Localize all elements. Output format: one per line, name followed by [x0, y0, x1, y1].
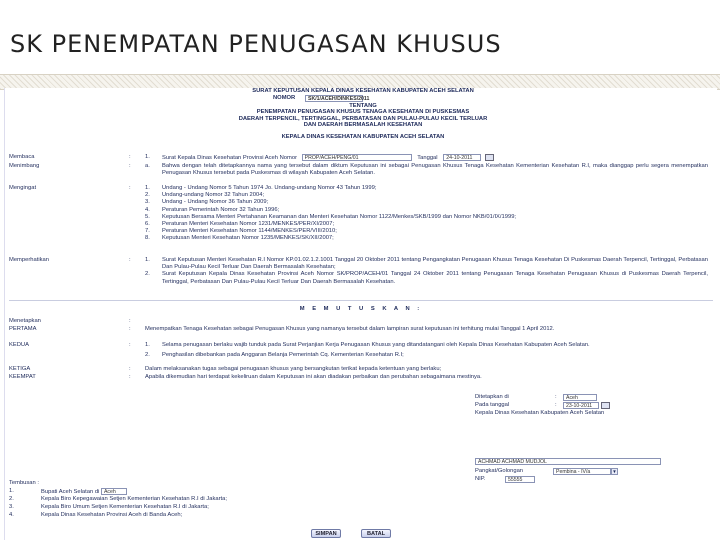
mengingat-text: Undang-undang Nomor 32 Tahun 2004; [162, 192, 265, 199]
membaca-tanggal-input[interactable]: 24-10-2011 [443, 154, 481, 161]
item-number: 3. [145, 199, 150, 206]
tembusan-section [9, 480, 429, 520]
memperhatikan-item [145, 271, 708, 285]
decree-issuer: KEPALA DINAS KESEHATAN KABUPATEN ACEH SELATAN [281, 133, 445, 140]
memutuskan-title: M E M U T U S K A N : [299, 306, 423, 312]
mengingat-body [145, 185, 708, 243]
decree-subject-3: DAN DAERAH BERMASALAH KESEHATAN [303, 122, 423, 128]
signatory-position: Kepala Dinas Kesehatan Kabupaten Aceh Selatan [475, 410, 605, 416]
item-number: 1. [145, 154, 150, 160]
nomor-label: NOMOR [273, 94, 296, 101]
pada-tanggal-label: Pada tanggal [475, 402, 510, 408]
diktum-text: Menempatkan Tenaga Kesehatan sebagai Penugasan Khusus yang namanya tersebut dalam lampiran surat keputusan ini terhitung mulai Tanggal 1 April 2012. [145, 326, 555, 332]
diktum-label: PERTAMA [9, 326, 37, 332]
tentang-label: TENTANG [349, 102, 377, 109]
ditetapkan-input[interactable]: Aceh [563, 394, 597, 401]
ditetapkan-label: Ditetapkan di [475, 394, 509, 400]
diktum-item [145, 342, 708, 349]
tembusan-text: Kepala Dinas Kesehatan Provinsi Aceh di Banda Aceh; [41, 512, 183, 518]
item-number: 2. [145, 271, 150, 278]
item-number: 2. [145, 192, 150, 199]
mengingat-label: Mengingat [9, 185, 37, 191]
tembusan-text: Bupati Aceh Selatan di [41, 489, 100, 496]
tembusan-item [9, 512, 429, 520]
mengingat-text: Peraturan Menteri Kesehatan Nomor 1231/MENKES/PER/XI/2007; [162, 221, 335, 228]
tembusan-input[interactable]: Aceh [101, 488, 127, 495]
decree-subject-1: PENEMPATAN PENUGASAN KHUSUS TENAGA KESEHATAN DI PUSKESMAS [256, 109, 470, 115]
calendar-icon[interactable] [601, 402, 610, 409]
item-number: 2. [145, 352, 150, 359]
save-button[interactable]: SIMPAN [311, 529, 341, 538]
colon: : [129, 163, 131, 169]
diktum-body [145, 374, 708, 381]
item-number: a. [145, 163, 150, 169]
mengingat-item [145, 228, 708, 235]
item-number: 7. [145, 228, 150, 235]
mengingat-text: Undang - Undang Nomor 5 Tahun 1974 Jo. Undang-undang Nomor 43 Tahun 1999; [162, 185, 377, 191]
menimbang-label: Menimbang [9, 163, 40, 169]
colon: : [129, 326, 131, 332]
name-row [475, 458, 715, 466]
mengingat-item [145, 192, 708, 199]
colon: : [129, 342, 131, 348]
mengingat-item [145, 207, 708, 214]
tembusan-text: Kepala Biro Umum Setjen Kementerian Kesehatan R.I di Jakarta; [41, 504, 209, 510]
tembusan-item [9, 504, 429, 512]
menetapkan-label: Menetapkan [9, 318, 41, 324]
cancel-button[interactable]: BATAL [361, 529, 391, 538]
diktum-text: Dalam melaksanakan tugas sebagai penugasan khusus yang bersangkutan terikat kepada ketentuan yang berlaku; [145, 366, 442, 372]
pada-tanggal-input[interactable]: 23-10-2011 [563, 402, 599, 409]
mengingat-text: Undang - Undang Nomor 36 Tahun 2009; [162, 199, 269, 206]
mengingat-text: Keputusan Bersama Menteri Pertahanan Keamanan dan Menteri Kesehatan Nomor 1122/Menkes/SKB/1999 dan Nomor NKB/01/IX/1999; [162, 213, 517, 220]
nomor-row [183, 95, 543, 103]
membaca-label: Membaca [9, 154, 35, 160]
diktum-text: Selama penugasan berlaku wajib tunduk pada Surat Perjanjian Kerja Penugasan Khusus yang ditandatangani oleh Kepala Dinas Kesehatan Kabupaten Aceh Selatan. [162, 342, 590, 348]
menimbang-item [145, 163, 708, 177]
document-form [4, 88, 717, 540]
diktum-body [145, 342, 708, 359]
nomor-input[interactable]: SK/1/ACEH/DINKES/2011 [305, 95, 363, 102]
memperhatikan-item [145, 257, 708, 271]
pangkat-row [475, 468, 715, 476]
memperhatikan-body [145, 257, 708, 286]
item-number: 6. [145, 221, 150, 228]
mengingat-text: Peraturan Pemerintah Nomor 32 Tahun 1996; [162, 206, 280, 213]
decree-subject-2: DAERAH TERPENCIL, TERTINGGAL, PERBATASAN DAN PULAU-PULAU KECIL TERLUAR [238, 115, 488, 122]
colon: : [129, 374, 131, 380]
signatory-name-input[interactable]: ACHMAD ACHMAD MUDJOL [475, 458, 661, 465]
memperhatikan-text: Surat Keputusan Kepala Dinas Kesehatan Provinsi Aceh Nomor SK/PROP/ACEH/01 Tanggal 24 Oktober 2011 tentang Penugasan Tenaga Kesehatan Penugasan Khusus di Puskesmas Daerah Terpencil, Tertinggal, Perbatasan Dan Pulau-Pulau Kecil Terluar Dan Daerah Bermasalah Kesehatan. [162, 271, 708, 285]
item-number: 1. [145, 185, 150, 191]
item-number: 4. [145, 206, 150, 213]
mengingat-item [145, 185, 708, 192]
item-number: 5. [145, 213, 150, 220]
tembusan-text: Kepala Biro Kepegawaian Setjen Kementerian Kesehatan R.I di Jakarta; [41, 496, 227, 502]
nip-row [475, 476, 715, 484]
mengingat-item [145, 214, 708, 221]
membaca-body [145, 154, 708, 162]
tanggal-label: Tanggal [417, 155, 438, 162]
diktum-label: KETIGA [9, 366, 31, 372]
decree-header [183, 88, 543, 140]
colon: : [129, 318, 131, 324]
diktum-body [145, 326, 708, 333]
colon: : [129, 257, 131, 263]
nip-input[interactable]: 55555 [505, 476, 535, 483]
pangkat-select[interactable]: Pembina - IV/a [553, 468, 611, 475]
pangkat-label: Pangkat/Golongan [475, 468, 524, 474]
menimbang-text: Bahwa dengan telah ditetapkannya nama yang tersebut dalam diktum Keputusan ini sebagai Penugasan Khusus Tenaga Kesehatan Kementerian Kesehatan R.I, maka dianggap perlu segera menempatkan Penugasan Khusus tersebut pada Puskesmas di wilayah Kabupaten Aceh Selatan. [162, 163, 708, 177]
item-number: 8. [145, 235, 150, 242]
colon: : [129, 185, 131, 191]
mengingat-item [145, 199, 708, 206]
position-row [475, 410, 715, 418]
ditetapkan-row [475, 394, 715, 402]
diktum-label: KEEMPAT [9, 374, 36, 380]
tanggal-row [475, 402, 715, 410]
membaca-text: Surat Kepala Dinas Kesehatan Provinsi Aceh Nomor [162, 155, 298, 162]
signature-block [475, 394, 715, 484]
section-divider [9, 300, 713, 301]
diktum-text: Apabila dikemudian hari terdapat kekeliruan dalam Keputusan ini akan diadakan perbaikan dan perubahan sebagaimana mestinya. [145, 374, 482, 380]
slide-title: SK PENEMPATAN PENUGASAN KHUSUS [10, 30, 502, 58]
nomor-input-wrap [305, 95, 370, 103]
diktum-label: KEDUA [9, 342, 29, 348]
mengingat-item [145, 235, 708, 242]
colon: : [555, 394, 557, 400]
item-number: 1. [145, 342, 150, 348]
menimbang-body [145, 163, 708, 177]
mengingat-text: Peraturan Menteri Kesehatan Nomor 1144/MENKES/PER/VIII/2010; [162, 228, 337, 235]
calendar-icon[interactable] [485, 154, 494, 161]
chevron-down-icon[interactable]: ▼ [612, 469, 617, 474]
colon: : [555, 402, 557, 408]
diktum-text: Penghasilan dibebankan pada Anggaran Belanja Pemerintah Cq. Kementerian Kesehatan R.I; [162, 352, 404, 359]
tembusan-label: Tembusan : [9, 480, 39, 486]
membaca-nomor-input[interactable]: PROP/ACEH/PENG/01 [302, 154, 412, 161]
nip-label: NIP. [475, 476, 486, 482]
item-number: 4. [9, 512, 14, 518]
decree-title: SURAT KEPUTUSAN KEPALA DINAS KESEHATAN KABUPATEN ACEH SELATAN [252, 88, 474, 94]
mengingat-item [145, 221, 708, 228]
mengingat-text: Keputusan Menteri Kesehatan Nomor 1235/MENKES/SK/XII/2007; [162, 235, 334, 242]
item-number: 1. [145, 257, 150, 263]
memperhatikan-text: Surat Keputusan Menteri Kesehatan R.I Nomor KP.01.02.1.2.1001 Tanggal 20 Oktober 2011 tentang Pengangkatan Penugasan Khusus Tenaga Kesehatan Di Puskesmas Daerah Terpencil, Tertinggal, Perbatasan Dan Pulau-Pulau Kecil Terluar Dan Daerah Bermasalah Kesehatan; [162, 257, 708, 271]
diktum-body [145, 366, 708, 373]
item-number: 3. [9, 504, 14, 510]
item-number: 2. [9, 496, 14, 502]
colon: : [129, 366, 131, 372]
tembusan-item [9, 488, 429, 496]
diktum-item [145, 352, 708, 359]
membaca-row [145, 154, 708, 162]
item-number: 1. [9, 488, 14, 494]
tembusan-item [9, 496, 429, 504]
colon: : [129, 154, 131, 160]
memperhatikan-label: Memperhatikan [9, 257, 49, 263]
